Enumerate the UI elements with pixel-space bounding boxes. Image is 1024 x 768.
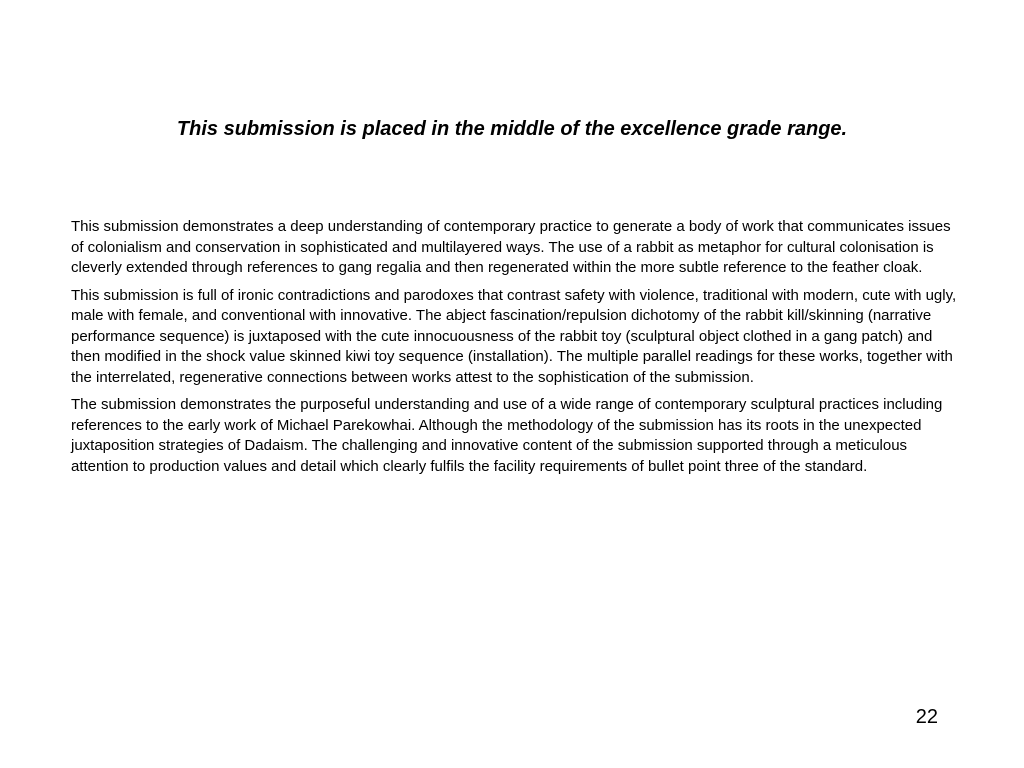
paragraph-2: This submission is full of ironic contradictions and parodoxes that contrast safety with violence, traditional with modern, cute with ugly, male with female, and conventional with innovative. The abject fascination/repulsion dichotomy of the rabbit kill/skinning (narrative performance sequence) is juxtaposed with the cute innocuousness of the rabbit toy (sculptural object clothed in a gang patch) and then modified in the shock value skinned kiwi toy sequence (installation). The multiple parallel readings for these works, together with the interrelated, regenerative connections between works attest to the sophistication of the submission. <box>71 286 957 386</box>
body-text <box>71 217 961 484</box>
paragraph-3: The submission demonstrates the purposeful understanding and use of a wide range of contemporary sculptural practices including references to the early work of Michael Parekowhai. Although the methodology of the submission has its roots in the unexpected juxtaposition strategies of Dadaism. The challenging and innovative content of the submission supported through a meticulous attention to production values and detail which clearly fulfils the facility requirements of bullet point three of the standard. <box>71 396 943 475</box>
paragraph-1: This submission demonstrates a deep understanding of contemporary practice to generate a body of work that communicates issues of colonialism and conservation in sophisticated and multilayered ways. The use of a rabbit as metaphor for cultural colonisation is cleverly extended through references to gang regalia and then regenerated within the more subtle reference to the feather cloak. <box>71 218 951 276</box>
page-number: 22 <box>915 706 938 728</box>
slide-title: This submission is placed in the middle of the excellence grade range. <box>176 118 848 140</box>
